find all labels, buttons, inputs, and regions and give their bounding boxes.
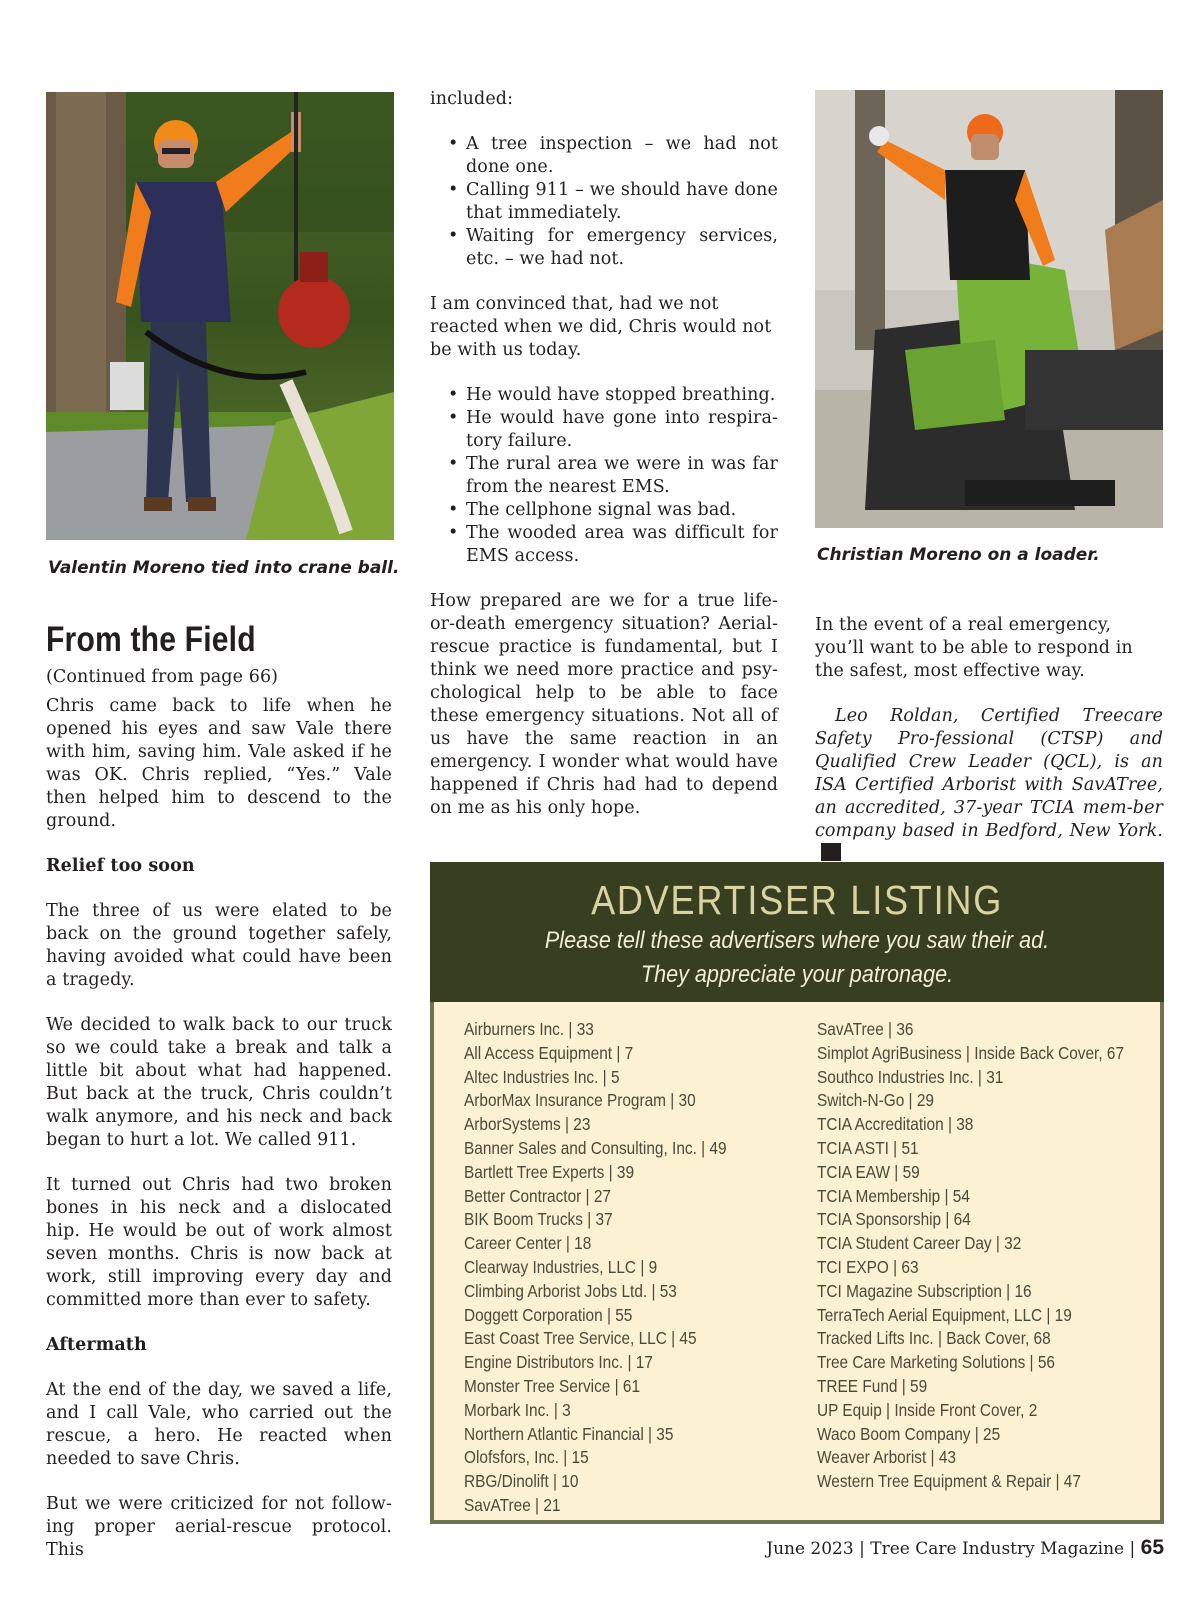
advertiser-entry: Switch-N-Go | 29 bbox=[817, 1090, 934, 1111]
bullet-item: • The cellphone signal was bad. bbox=[466, 499, 778, 522]
paragraph: How prepared are we for a true life-or-death emergency situation? Aerial-rescue practice is fundamental, but I think we need more practice and psy-chological help to be able to face these emergency situations. Not all of us have the same reaction in an emergency. I wonder what would have happened if Chris had had to depend on me as his only hope. bbox=[430, 591, 778, 818]
continued-note: (Continued from page 66) bbox=[46, 667, 279, 687]
advertiser-entry: Doggett Corporation | 55 bbox=[464, 1304, 633, 1325]
photo-valentin-moreno bbox=[46, 92, 394, 540]
photo-christian-moreno-illustration bbox=[815, 90, 1163, 528]
page-footer bbox=[766, 1536, 1164, 1560]
advertiser-entry: Morbark Inc. | 3 bbox=[464, 1399, 571, 1420]
photo-christian-moreno bbox=[815, 90, 1163, 528]
advertiser-entry: East Coast Tree Service, LLC | 45 bbox=[464, 1328, 697, 1349]
advertiser-entry: Bartlett Tree Experts | 39 bbox=[464, 1161, 635, 1182]
bullet-item: • Calling 911 – we should have done that immediately. bbox=[466, 179, 778, 225]
advertiser-entry: Southco Industries Inc. | 31 bbox=[817, 1066, 1004, 1087]
advertiser-listing-subtitle-1: Please tell these advertisers where you saw their ad. bbox=[544, 927, 1050, 954]
footer-publication: June 2023 | Tree Care Industry Magazine | bbox=[766, 1539, 1141, 1559]
photo-valentin-moreno-illustration bbox=[46, 92, 394, 540]
advertiser-entry: Waco Boom Company | 25 bbox=[817, 1423, 1001, 1444]
advertiser-entry: RBG/Dinolift | 10 bbox=[464, 1471, 579, 1492]
advertiser-entry: All Access Equipment | 7 bbox=[464, 1042, 634, 1063]
paragraph: We decided to walk back to our truck so we could take a break and talk a little bit about what had happened. But back at the truck, Chris couldn’t walk anymore, and his neck and back began to hurt a lot. We called 911. bbox=[46, 1015, 392, 1150]
author-byline bbox=[815, 705, 1163, 866]
paragraph: Chris came back to life when he opened his eyes and saw Vale there with him, saving him. Vale asked if he was OK. Chris replied, “Yes.” Vale then helped him to descend to the ground. bbox=[46, 696, 392, 831]
advertiser-entry: BIK Boom Trucks | 37 bbox=[464, 1209, 613, 1230]
advertiser-entry: TCIA Membership | 54 bbox=[817, 1185, 970, 1206]
bullet-list-1 bbox=[430, 133, 778, 271]
advertiser-entry: Better Contractor | 27 bbox=[464, 1185, 611, 1206]
advertiser-entry: TCIA EAW | 59 bbox=[817, 1161, 920, 1182]
advertiser-listing-box bbox=[430, 862, 1164, 1524]
advertiser-entry: TCIA Sponsorship | 64 bbox=[817, 1209, 971, 1230]
advertiser-entry: Airburners Inc. | 33 bbox=[464, 1019, 594, 1039]
paragraph: It turned out Chris had two broken bones in his neck and a dislocated hip. He would be out of work almost seven months. Chris is now back at work, still improving every day and committed more than ever to safety. bbox=[46, 1175, 392, 1310]
advertiser-entry: TCIA ASTI | 51 bbox=[817, 1137, 919, 1158]
advertiser-list-right bbox=[817, 1018, 1166, 1494]
photo-caption-right: Christian Moreno on a loader. bbox=[817, 545, 1100, 565]
paragraph: The three of us were elated to be back on the ground together safely, having avoided what could have been a tragedy. bbox=[46, 901, 392, 990]
paragraph: I am convinced that, had we not reacted when we did, Chris would not be with us today. bbox=[430, 294, 772, 360]
advertiser-entry: Tree Care Marketing Solutions | 56 bbox=[817, 1352, 1055, 1373]
paragraph: included: bbox=[430, 89, 514, 109]
paragraph: But we were criticized for not follow-ing proper aerial-rescue protocol. This bbox=[46, 1494, 392, 1560]
advertiser-entry: Altec Industries Inc. | 5 bbox=[464, 1066, 620, 1087]
bullet-item: • He would have stopped breathing. bbox=[466, 384, 778, 407]
advertiser-listing-title: ADVERTISER LISTING bbox=[591, 877, 1003, 923]
advertiser-listing-subtitle-2: They appreciate your patronage. bbox=[640, 961, 954, 988]
advertiser-entry: Olofsfors, Inc. | 15 bbox=[464, 1447, 589, 1468]
paragraph: In the event of a real emergency, you’ll want to be able to respond in the safest, most effective way. bbox=[815, 615, 1133, 681]
advertiser-list-left bbox=[464, 1018, 762, 1518]
bullet-item: • The rural area we were in was far from the nearest EMS. bbox=[466, 453, 778, 499]
section-title: From the Field bbox=[46, 620, 256, 659]
advertiser-entry: Career Center | 18 bbox=[464, 1233, 592, 1254]
advertiser-entry: Clearway Industries, LLC | 9 bbox=[464, 1256, 658, 1277]
advertiser-entry: TCIA Student Career Day | 32 bbox=[817, 1233, 1022, 1254]
subheading-aftermath: Aftermath bbox=[46, 1335, 147, 1355]
advertiser-entry: Climbing Arborist Jobs Ltd. | 53 bbox=[464, 1280, 677, 1301]
bullet-item: • Waiting for emergency services, etc. – we had not. bbox=[466, 225, 778, 271]
advertiser-entry: TCI Magazine Subscription | 16 bbox=[817, 1280, 1032, 1301]
advertiser-entry: SavATree | 36 bbox=[817, 1019, 914, 1039]
advertiser-entry: Monster Tree Service | 61 bbox=[464, 1375, 641, 1396]
advertiser-entry: Banner Sales and Consulting, Inc. | 49 bbox=[464, 1137, 727, 1158]
advertiser-entry: Simplot AgriBusiness | Inside Back Cover, 67 bbox=[817, 1042, 1125, 1063]
photo-caption-left: Valentin Moreno tied into crane ball. bbox=[48, 558, 400, 578]
subheading-relief-too-soon: Relief too soon bbox=[46, 856, 195, 876]
advertiser-listing-header bbox=[430, 862, 1164, 1002]
advertiser-entry: TCIA Accreditation | 38 bbox=[817, 1114, 974, 1135]
paragraph: At the end of the day, we saved a life, and I call Vale, who carried out the rescue, a hero. He reacted when needed to save Chris. bbox=[46, 1380, 392, 1469]
bullet-item: • A tree inspection – we had not done one. bbox=[466, 133, 778, 179]
bullet-item: • The wooded area was difficult for EMS access. bbox=[466, 522, 778, 568]
advertiser-entry: ArborMax Insurance Program | 30 bbox=[464, 1090, 696, 1111]
advertiser-entry: UP Equip | Inside Front Cover, 2 bbox=[817, 1399, 1038, 1420]
bullet-list-2 bbox=[430, 384, 778, 568]
author-byline-text: Leo Roldan, Certified Treecare Safety Pro-fessional (CTSP) and Qualified Crew Leader (QCL), is an ISA Certified Arborist with SavATree, an accredited, 37-year TCIA mem-ber company based in Bedford, New York. bbox=[815, 706, 1163, 841]
article-column-3 bbox=[815, 614, 1163, 888]
advertiser-entry: TCI EXPO | 63 bbox=[817, 1256, 919, 1277]
bullet-item: • He would have gone into respira-tory failure. bbox=[466, 407, 778, 453]
advertiser-entry: TerraTech Aerial Equipment, LLC | 19 bbox=[817, 1304, 1072, 1325]
page-number: 65 bbox=[1140, 1536, 1164, 1559]
article-column-2 bbox=[430, 88, 778, 842]
advertiser-entry: Weaver Arborist | 43 bbox=[817, 1447, 956, 1468]
end-mark-icon bbox=[821, 843, 841, 861]
advertiser-entry: Tracked Lifts Inc. | Back Cover, 68 bbox=[817, 1328, 1051, 1349]
advertiser-entry: TREE Fund | 59 bbox=[817, 1375, 928, 1396]
advertiser-entry: Northern Atlantic Financial | 35 bbox=[464, 1423, 674, 1444]
advertiser-entry: ArborSystems | 23 bbox=[464, 1114, 591, 1135]
advertiser-entry: Engine Distributors Inc. | 17 bbox=[464, 1352, 653, 1373]
advertiser-entry: Western Tree Equipment & Repair | 47 bbox=[817, 1471, 1081, 1492]
advertiser-entry: SavATree | 21 bbox=[464, 1494, 561, 1515]
article-column-1 bbox=[46, 620, 392, 1584]
